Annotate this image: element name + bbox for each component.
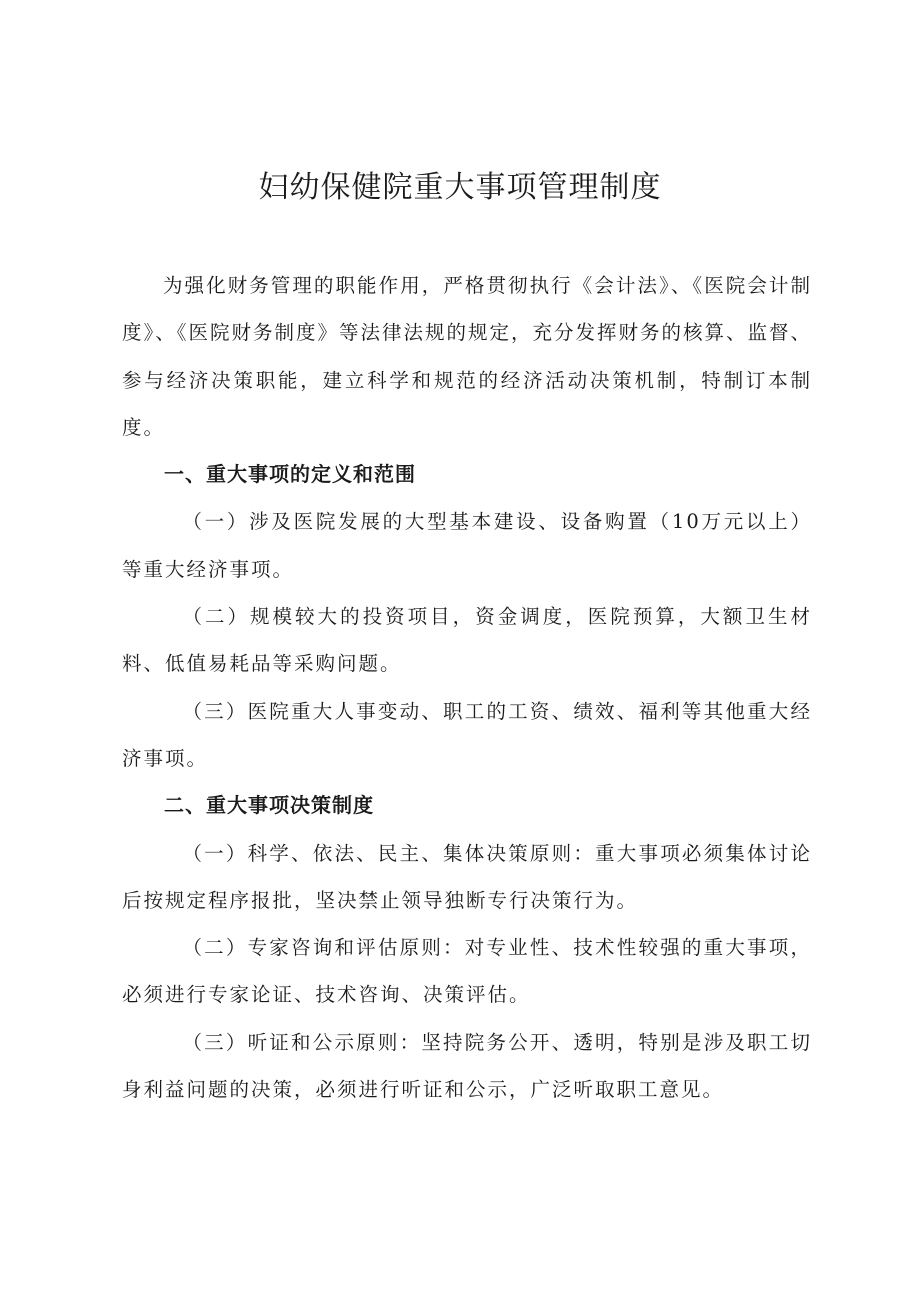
section-2-item-1: （一）科学、依法、民主、集体决策原则：重大事项必须集体讨论后按规定程序报批，坚决禁止领导独断专行决策行为。 (122, 841, 812, 912)
section-2-item-3: （三）听证和公示原则：坚持院务公开、透明，特别是涉及职工切身利益问题的决策，必须进行听证和公示，广泛听取职工意见。 (122, 1030, 812, 1102)
section-1-item-1: （一）涉及医院发展的大型基本建设、设备购置（10万元以上）等重大经济事项。 (122, 510, 812, 581)
document-body (122, 262, 812, 1113)
intro-paragraph: 为强化财务管理的职能作用，严格贯彻执行《会计法》、《医院会计制度》、《医院财务制度》等法律法规的规定，充分发挥财务的核算、监督、参与经济决策职能，建立科学和规范的经济活动决策机制，特制订本制度。 (122, 274, 813, 439)
section-heading-definition: 一、重大事项的定义和范围 (164, 462, 416, 487)
document-title: 妇幼保健院重大事项管理制度 (258, 170, 662, 205)
section-1-item-2: （二）规模较大的投资项目，资金调度，医院预算，大额卫生材料、低值易耗品等采购问题。 (122, 605, 812, 676)
section-heading-decision: 二、重大事项决策制度 (164, 793, 374, 818)
section-1-item-3: （三）医院重大人事变动、职工的工资、绩效、福利等其他重大经济事项。 (122, 699, 812, 770)
section-2-item-2: （二）专家咨询和评估原则：对专业性、技术性较强的重大事项，必须进行专家论证、技术咨询、决策评估。 (122, 936, 812, 1007)
